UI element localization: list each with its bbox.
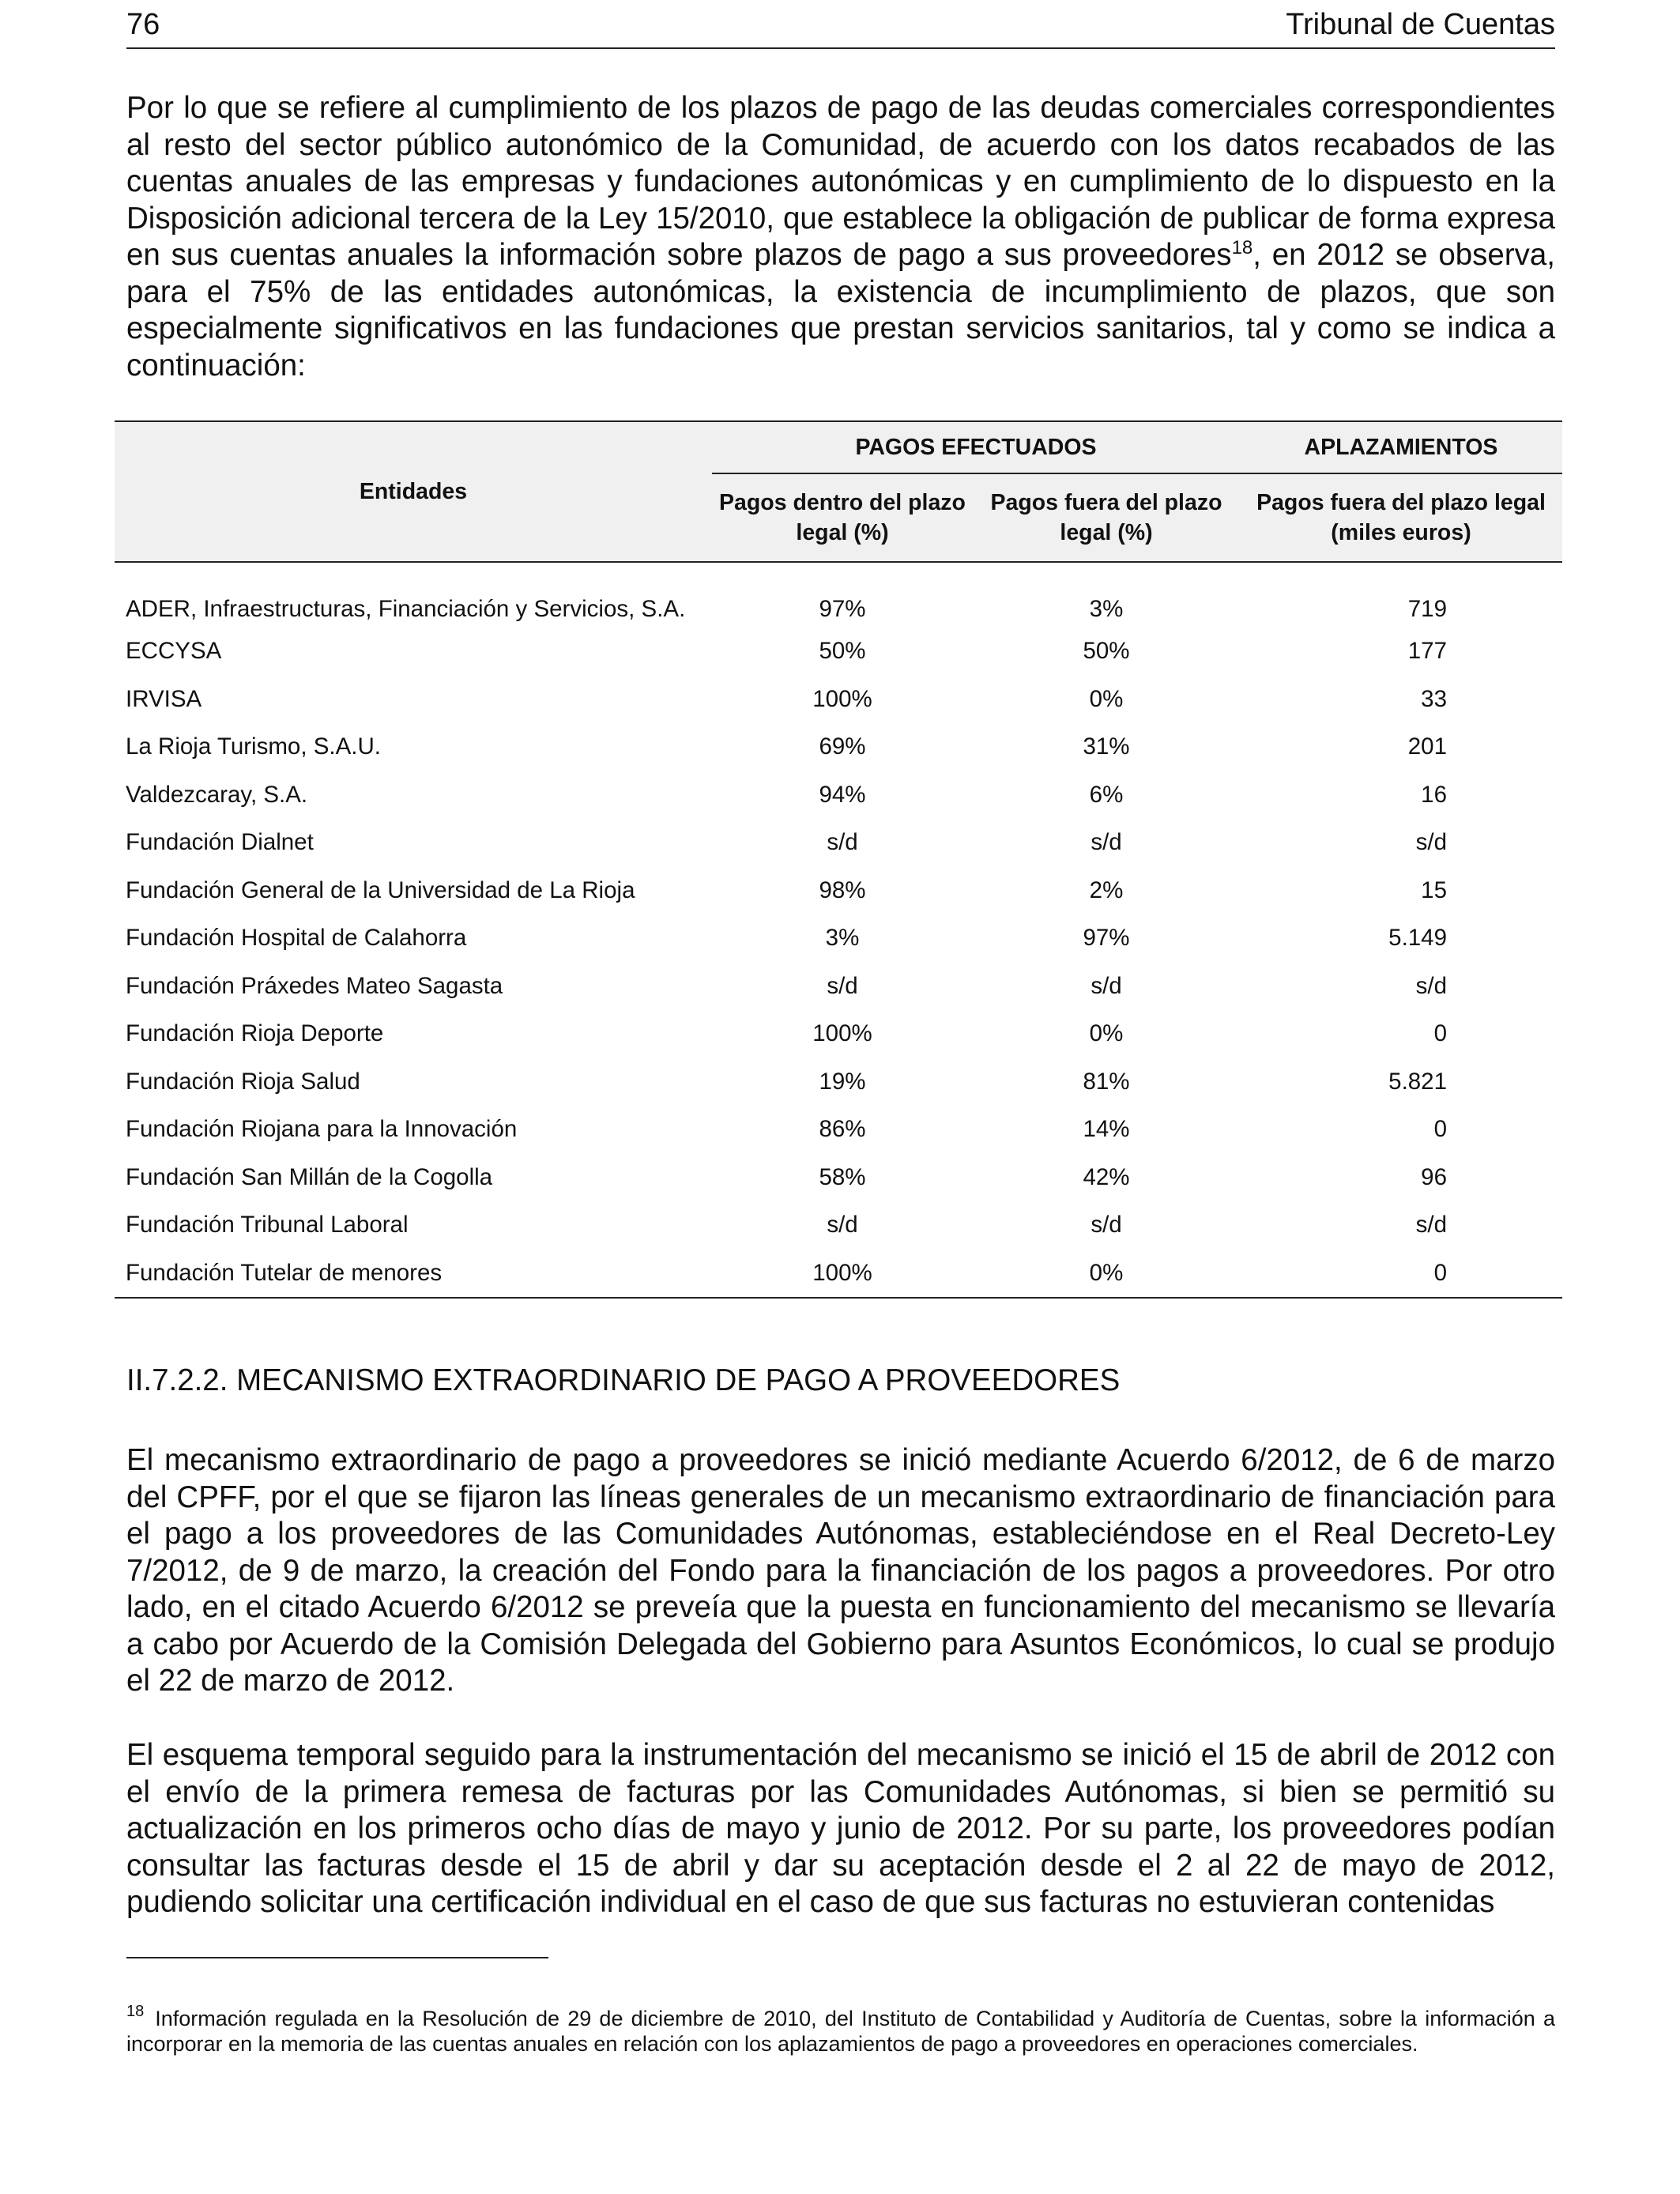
within-term-value: 98% bbox=[819, 876, 866, 903]
entity-name: Valdezcaray, S.A. bbox=[126, 781, 308, 808]
within-term-value: s/d bbox=[827, 829, 858, 856]
deferrals-group-header: APLAZAMIENTOS bbox=[1240, 421, 1562, 473]
within-term-value: 3% bbox=[825, 925, 860, 952]
entity-name: Fundación Rioja Salud bbox=[126, 1068, 360, 1095]
section-heading: II.7.2.2. MECANISMO EXTRAORDINARIO DE PAGO A PROVEEDORES bbox=[126, 1363, 1121, 1397]
entity-name: Fundación Tutelar de menores bbox=[115, 1250, 712, 1299]
table-row bbox=[115, 676, 1562, 724]
outside-term-value: s/d bbox=[1090, 1212, 1122, 1238]
within-term-value: s/d bbox=[827, 1212, 858, 1238]
entity-name: Fundación Tribunal Laboral bbox=[126, 1212, 409, 1238]
deferred-amount-value: 16 bbox=[1421, 781, 1447, 808]
entity-name: IRVISA bbox=[126, 685, 202, 712]
footnote-number: 18 bbox=[126, 2003, 145, 2020]
table-row bbox=[115, 963, 1562, 1011]
within-term-value: 94% bbox=[819, 781, 866, 808]
outside-term-value: 0% bbox=[1089, 1020, 1124, 1047]
within-term-value: 100% bbox=[812, 1020, 872, 1047]
table-row bbox=[115, 628, 1562, 676]
table-row bbox=[115, 1010, 1562, 1058]
deferred-amount-value: 0 bbox=[1240, 1250, 1562, 1299]
table-row bbox=[115, 1201, 1562, 1250]
outside-term-value: s/d bbox=[1090, 829, 1122, 856]
entity-name: Fundación Práxedes Mateo Sagasta bbox=[126, 972, 503, 999]
deferred-amount-value: 201 bbox=[1407, 733, 1447, 760]
entity-name: ECCYSA bbox=[126, 638, 222, 665]
table-row bbox=[115, 819, 1562, 867]
payments-group-header: PAGOS EFECTUADOS bbox=[712, 421, 1240, 473]
deferred-amount-value: 15 bbox=[1421, 876, 1447, 903]
table-row bbox=[115, 562, 1562, 628]
within-term-value: 86% bbox=[819, 1116, 866, 1143]
deferred-amount-value: 719 bbox=[1407, 596, 1447, 622]
outside-term-value: 2% bbox=[1089, 876, 1124, 903]
deferred-amount-value: 5.821 bbox=[1388, 1068, 1447, 1095]
intro-text-before-ref: Por lo que se refiere al cumplimiento de los plazos de pago de las deudas comerciales correspondientes al resto del sector público autonómico de la Comunidad, de acuerdo con los datos recabados de las cuentas anuales de las empresas y fundaciones autonómicas y en cumplimiento de lo dispuesto en la Disposición adicional tercera de la Ley 15/2010, que establece la obligación de publicar de forma expresa en sus cuentas anuales la información sobre plazos de pago a sus proveedores bbox=[126, 91, 1555, 272]
outside-term-value: s/d bbox=[1090, 972, 1122, 999]
page-number: 76 bbox=[126, 8, 160, 41]
table-row bbox=[115, 1154, 1562, 1202]
deferred-amount-value: s/d bbox=[1415, 1212, 1447, 1238]
within-term-value: 100% bbox=[812, 685, 872, 712]
deferred-amount-value: 177 bbox=[1407, 638, 1447, 665]
entity-name: La Rioja Turismo, S.A.U. bbox=[126, 733, 381, 760]
table-row bbox=[115, 1250, 1562, 1299]
intro-text-after-ref: , en 2012 se observa, para el 75% de las entidades autonómicas, la existencia de incumplimiento de plazos, que son especialmente significativos en las fundaciones que prestan servicios sanitarios, tal y como se indica a continuación: bbox=[126, 238, 1556, 383]
footnote-text: Información regulada en la Resolución de 29 de diciembre de 2010, del Instituto de Contabilidad y Auditoría de Cuentas, sobre la información a incorporar en la memoria de las cuentas anuales en relación con los aplazamientos de pago a proveedores en operaciones comerciales. bbox=[126, 2007, 1555, 2056]
payments-table bbox=[115, 420, 1562, 1299]
deferred-amount-value: 96 bbox=[1421, 1163, 1447, 1190]
table-row bbox=[115, 771, 1562, 820]
outside-term-value: 81% bbox=[1083, 1068, 1130, 1095]
outside-term-value: 50% bbox=[1083, 638, 1130, 665]
outside-term-value: 0% bbox=[973, 1250, 1240, 1299]
entity-name: Fundación Dialnet bbox=[126, 829, 314, 856]
section-paragraph-2: El esquema temporal seguido para la instrumentación del mecanismo se inició el 15 de abril de 2012 con el envío de la primera remesa de facturas por las Comunidades Autónomas, si bien se permitió su actualización en los primeros ocho días de mayo y junio de 2012. Por su parte, los proveedores podían consultar las facturas desde el 15 de abril y dar su aceptación desde el 2 al 22 de mayo de 2012, pudiendo solicitar una certificación individual en el caso de que sus facturas no estuvieran contenidas bbox=[126, 1738, 1555, 1919]
within-term-column-header: Pagos dentro del plazo legal (%) bbox=[712, 473, 973, 562]
entity-name: Fundación General de la Universidad de La Rioja bbox=[126, 876, 635, 903]
outside-term-value: 42% bbox=[1083, 1163, 1130, 1190]
table-row bbox=[115, 723, 1562, 771]
deferred-amount-value: 33 bbox=[1421, 685, 1447, 712]
deferred-amount-value: 5.149 bbox=[1388, 925, 1447, 952]
outside-term-value: 0% bbox=[1089, 685, 1124, 712]
footnote-reference[interactable]: 18 bbox=[1231, 237, 1253, 258]
entity-name: Fundación Rioja Deporte bbox=[126, 1020, 384, 1047]
within-term-value: s/d bbox=[827, 972, 858, 999]
table-row bbox=[115, 1058, 1562, 1106]
entity-name: Fundación San Millán de la Cogolla bbox=[126, 1163, 493, 1190]
outside-term-value: 97% bbox=[1083, 925, 1130, 952]
entity-name: Fundación Hospital de Calahorra bbox=[126, 925, 467, 952]
entity-name: Fundación Riojana para la Innovación bbox=[126, 1116, 518, 1143]
table-row bbox=[115, 867, 1562, 915]
entity-name: ADER, Infraestructuras, Financiación y Servicios, S.A. bbox=[126, 596, 686, 622]
within-term-value: 100% bbox=[712, 1250, 973, 1299]
deferred-amount-value: s/d bbox=[1415, 829, 1447, 856]
section-paragraph-1: El mecanismo extraordinario de pago a proveedores se inició mediante Acuerdo 6/2012, de 6 de marzo del CPFF, por el que se fijaron las líneas generales de un mecanismo extraordinario de financiación para el pago a los proveedores de las Comunidades Autónomas, estableciéndose en el Real Decreto-Ley 7/2012, de 9 de marzo, la creación del Fondo para la financiación de los pagos a proveedores. Por otro lado, en el citado Acuerdo 6/2012 se preveía que la puesta en funcionamiento del mecanismo se llevaría a cabo por Acuerdo de la Comisión Delegada del Gobierno para Asuntos Económicos, lo cual se produjo el 22 de marzo de 2012. bbox=[126, 1443, 1555, 1698]
within-term-value: 97% bbox=[819, 596, 866, 622]
intro-paragraph bbox=[126, 90, 1555, 384]
deferred-amount-column-header: Pagos fuera del plazo legal (miles euros) bbox=[1240, 473, 1562, 562]
within-term-value: 58% bbox=[819, 1163, 866, 1190]
outside-term-value: 14% bbox=[1083, 1116, 1130, 1143]
deferred-amount-value: 0 bbox=[1433, 1116, 1447, 1143]
within-term-value: 50% bbox=[819, 638, 866, 665]
outside-term-value: 3% bbox=[1089, 596, 1124, 622]
table-row bbox=[115, 914, 1562, 963]
outside-term-column-header: Pagos fuera del plazo legal (%) bbox=[973, 473, 1240, 562]
deferred-amount-value: s/d bbox=[1415, 972, 1447, 999]
table-row bbox=[115, 1106, 1562, 1154]
entity-column-header: Entidades bbox=[115, 421, 712, 562]
page-header bbox=[126, 6, 1555, 49]
within-term-value: 19% bbox=[819, 1068, 866, 1095]
footnote bbox=[126, 2003, 1555, 2056]
outside-term-value: 6% bbox=[1089, 781, 1124, 808]
deferred-amount-value: 0 bbox=[1433, 1020, 1447, 1047]
outside-term-value: 31% bbox=[1083, 733, 1130, 760]
running-title: Tribunal de Cuentas bbox=[1286, 8, 1555, 41]
within-term-value: 69% bbox=[819, 733, 866, 760]
footnote-separator bbox=[126, 1957, 548, 1958]
